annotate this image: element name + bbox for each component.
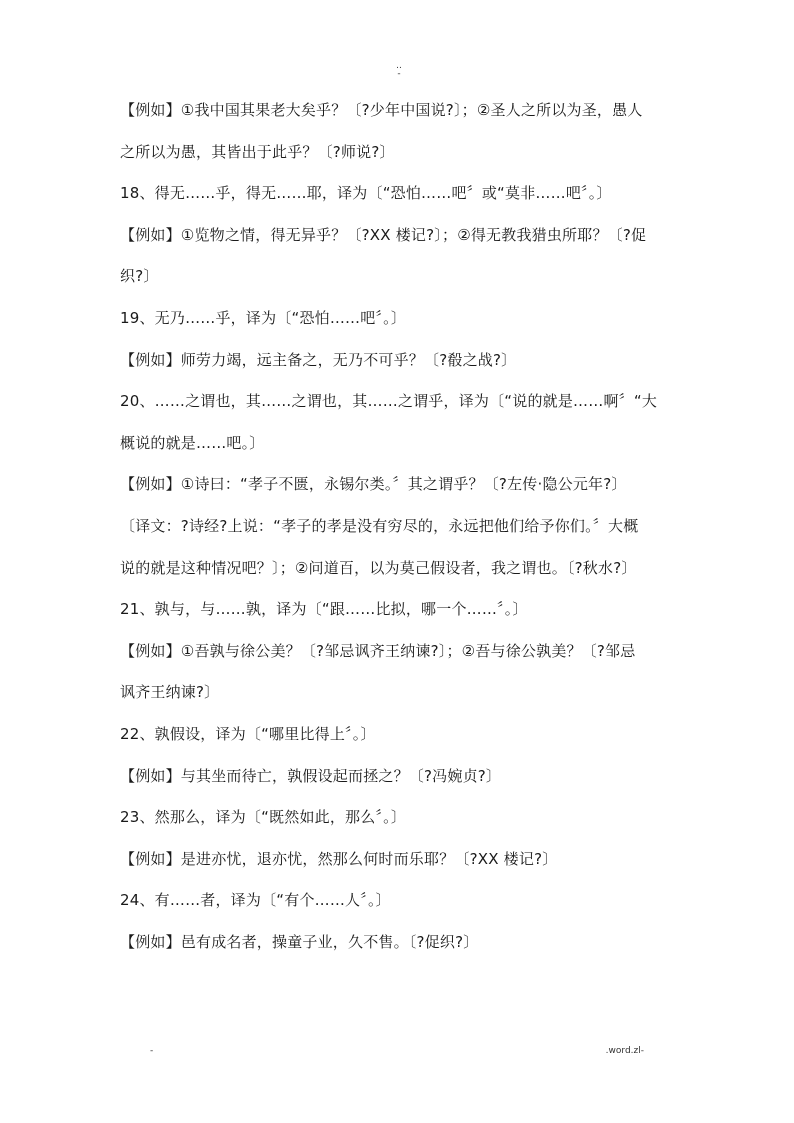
footer-right-mark: .word.zl- [605,1046,644,1056]
text-line: 说的就是这种情况吧？〕；②问道百，以为莫己假设者，我之谓也。〔?秋水?〕 [120,558,637,577]
text-line: 23、然那么，译为〔“既然如此，那么〞。〕 [120,808,407,827]
text-line: 讽齐王纳谏?〕 [120,683,220,702]
text-line: 【例如】①吾孰与徐公美？〔?邹忌讽齐王纳谏?〕；②吾与徐公孰美？〔?邹忌 [120,641,636,660]
text-line: 【例如】与其坐而待亡，孰假设起而拯之？〔?冯婉贞?〕 [120,766,502,785]
text-line: 21、孰与，与……孰，译为〔“跟……比拟，哪一个……〞。〕 [120,600,528,619]
text-line: 概说的就是……吧。〕 [120,433,265,452]
text-line: 22、孰假设，译为〔“哪里比得上〞。〕 [120,724,376,743]
text-line: 19、无乃……乎，译为〔“恐怕……吧〞。〕 [120,308,407,327]
text-line: 织?〕 [120,267,159,286]
text-line: 【例如】邑有成名者，操童子业，久不售。〔?促织?〕 [120,932,479,951]
text-line: 【例如】①我中国其果老大矣乎？〔?少年中国说?〕；②圣人之所以为圣，愚人 [120,101,643,119]
text-line: 【例如】①诗曰：“孝子不匮，永锡尔类。〞其之谓乎？〔?左传·隐公元年?〕 [120,475,627,494]
text-line: 18、得无……乎，得无……耶，译为〔“恐怕……吧〞或“莫非……吧〞。〕 [120,184,612,203]
text-line: 【例如】是进亦忧，退亦忧，然那么何时而乐耶？〔?XX 楼记?〕 [120,849,558,868]
footer-left-mark: - [150,1046,154,1056]
header-mark-bottom: - [397,69,401,79]
text-line: 〔译文：?诗经?上说：“孝子的孝是没有穷尽的，永远把他们给予你们。〞大概 [120,516,639,535]
header-mark [392,62,406,78]
text-line: 【例如】师劳力竭，远主备之，无乃不可乎？〔?殽之战?〕 [120,350,517,369]
document-body [120,100,680,973]
text-line: 24、有……者，译为〔“有个……人〞。〕 [120,891,391,910]
text-line: 之所以为愚，其皆出于此乎？〔?师说?〕 [120,142,395,161]
text-line: 20、……之谓也，其……之谓也，其……之谓乎，译为〔“说的就是……啊〞“大 [120,392,658,411]
text-line: 【例如】①览物之情，得无异乎？〔?XX 楼记?〕；②得无教我猎虫所耶？〔?促 [120,225,647,244]
header-mark-top: .. [396,61,402,71]
